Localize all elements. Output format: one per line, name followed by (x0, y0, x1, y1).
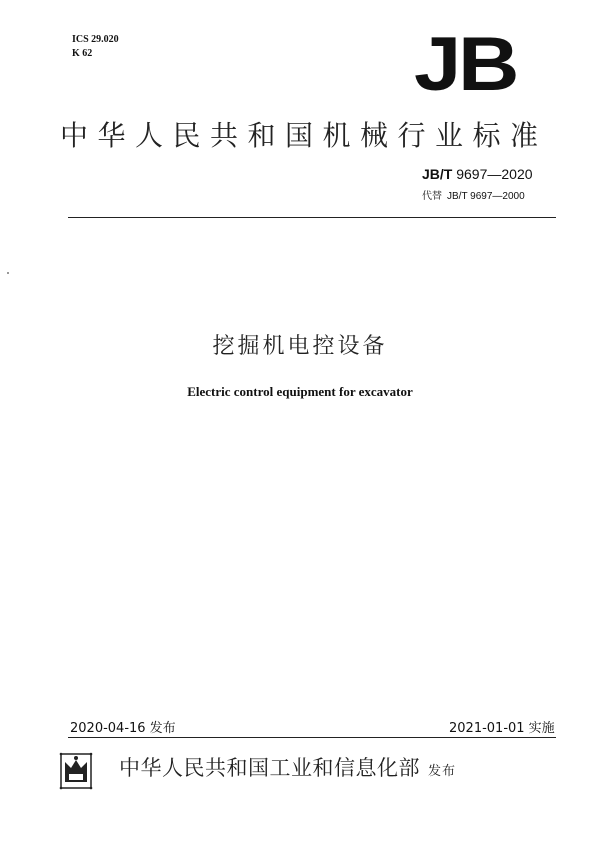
replaces-label: 代替 (422, 191, 442, 202)
replaces-line (422, 187, 525, 202)
title-english: Electric control equipment for excavator (187, 384, 413, 399)
jb-logo: JB (414, 22, 517, 107)
replaces-code: JB/T 9697—2000 (447, 191, 525, 202)
ccs-code: K 62 (72, 48, 93, 59)
ics-code: ICS 29.020 (72, 34, 119, 45)
implementation-date: 2021-01-01 实施 (449, 721, 555, 736)
top-divider (68, 217, 556, 218)
issuer-line (119, 752, 456, 782)
issue-date: 2020-04-16 发布 (70, 721, 176, 736)
ministry-emblem-icon (55, 748, 97, 794)
standard-code (422, 166, 533, 182)
classification-block (72, 33, 119, 61)
issuer-action: 发布 (428, 764, 457, 779)
standard-code-number: 9697—2020 (456, 166, 533, 182)
bottom-divider (68, 737, 556, 738)
standard-category: 中华人民共和国机械行业标准 (60, 119, 548, 152)
title-chinese: 挖掘机电控设备 (212, 334, 388, 359)
standard-code-prefix: JB/T (422, 166, 453, 182)
issuer-name: 中华人民共和国工业和信息化部 (119, 756, 420, 780)
scan-mark (7, 272, 9, 274)
